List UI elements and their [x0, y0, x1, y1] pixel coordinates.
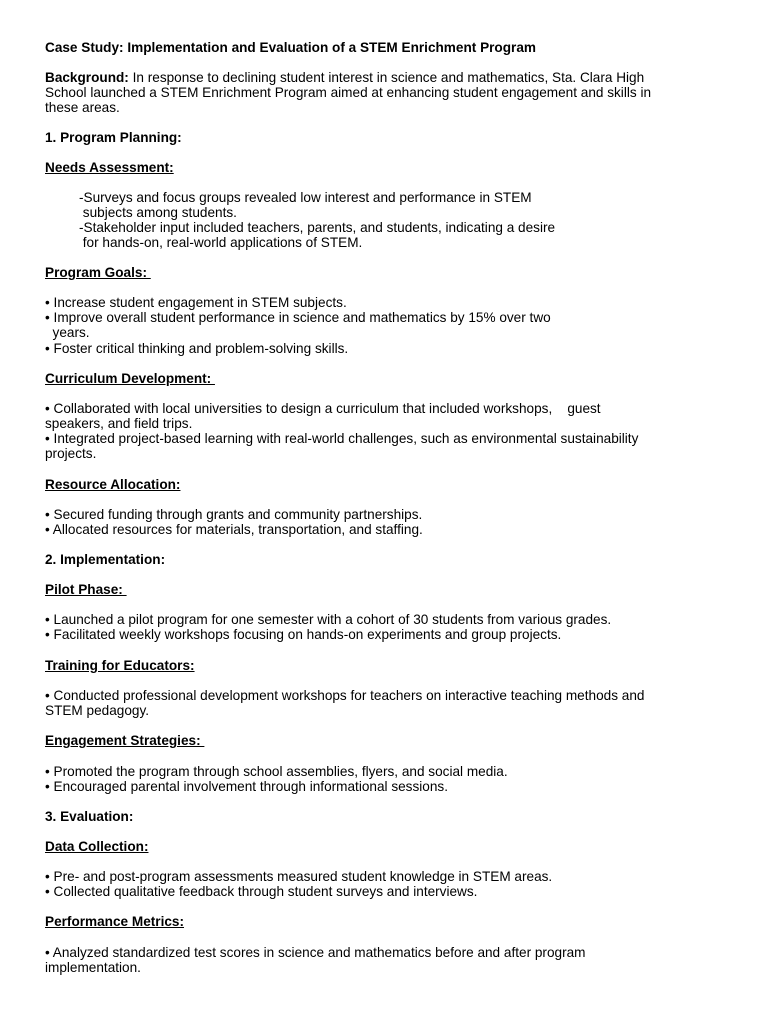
goals-line-3: years. — [45, 325, 90, 340]
curriculum-line-1: • Collaborated with local universities to design a curriculum that included workshops, guest — [45, 401, 601, 416]
background-label: Background: — [45, 70, 129, 85]
curriculum-line-3: • Integrated project-based learning with real-world challenges, such as environmental sustainability — [45, 431, 639, 446]
background-line-1: Background: In response to declining student interest in science and mathematics, Sta. Clara High — [45, 70, 645, 85]
training-heading: Training for Educators: — [45, 658, 195, 673]
pilot-line-2: • Facilitated weekly workshops focusing on hands-on experiments and group projects. — [45, 627, 562, 642]
resources-line-1: • Secured funding through grants and community partnerships. — [45, 507, 423, 522]
goals-line-4: • Foster critical thinking and problem-solving skills. — [45, 341, 349, 356]
goals-line-2: • Improve overall student performance in science and mathematics by 15% over two — [45, 310, 551, 325]
performance-metrics-heading: Performance Metrics: — [45, 914, 185, 929]
data-collection-heading: Data Collection: — [45, 839, 149, 854]
section-1-title: 1. Program Planning: — [45, 130, 182, 145]
curriculum-heading: Curriculum Development: — [45, 371, 215, 386]
training-line-1: • Conducted professional development workshops for teachers on interactive teaching methods and — [45, 688, 645, 703]
pilot-line-1: • Launched a pilot program for one semester with a cohort of 30 students from various grades. — [45, 612, 612, 627]
background-line-2: School launched a STEM Enrichment Program aimed at enhancing student engagement and skills in — [45, 85, 652, 100]
background-line-3: these areas. — [45, 100, 120, 115]
training-line-2: STEM pedagogy. — [45, 703, 150, 718]
needs-line-4: for hands-on, real-world applications of STEM. — [79, 235, 363, 250]
goals-line-1: • Increase student engagement in STEM subjects. — [45, 295, 347, 310]
engagement-heading: Engagement Strategies: — [45, 733, 205, 748]
program-goals-heading: Program Goals: — [45, 265, 151, 280]
metrics-line-1: • Analyzed standardized test scores in science and mathematics before and after program — [45, 945, 586, 960]
needs-line-3: -Stakeholder input included teachers, parents, and students, indicating a desire — [79, 220, 556, 235]
engagement-line-2: • Encouraged parental involvement through informational sessions. — [45, 779, 448, 794]
section-2-title: 2. Implementation: — [45, 552, 166, 567]
engagement-line-1: • Promoted the program through school assemblies, flyers, and social media. — [45, 764, 508, 779]
document-title: Case Study: Implementation and Evaluation of a STEM Enrichment Program — [45, 40, 536, 55]
needs-line-2: subjects among students. — [79, 205, 237, 220]
pilot-phase-heading: Pilot Phase: — [45, 582, 127, 597]
resources-line-2: • Allocated resources for materials, transportation, and staffing. — [45, 522, 423, 537]
data-line-1: • Pre- and post-program assessments measured student knowledge in STEM areas. — [45, 869, 553, 884]
curriculum-line-4: projects. — [45, 446, 97, 461]
curriculum-line-2: speakers, and field trips. — [45, 416, 193, 431]
resource-allocation-heading: Resource Allocation: — [45, 477, 181, 492]
metrics-line-2: implementation. — [45, 960, 141, 975]
section-3-title: 3. Evaluation: — [45, 809, 134, 824]
needs-line-1: -Surveys and focus groups revealed low interest and performance in STEM — [79, 190, 532, 205]
needs-assessment-heading: Needs Assessment: — [45, 160, 174, 175]
data-line-2: • Collected qualitative feedback through student surveys and interviews. — [45, 884, 478, 899]
